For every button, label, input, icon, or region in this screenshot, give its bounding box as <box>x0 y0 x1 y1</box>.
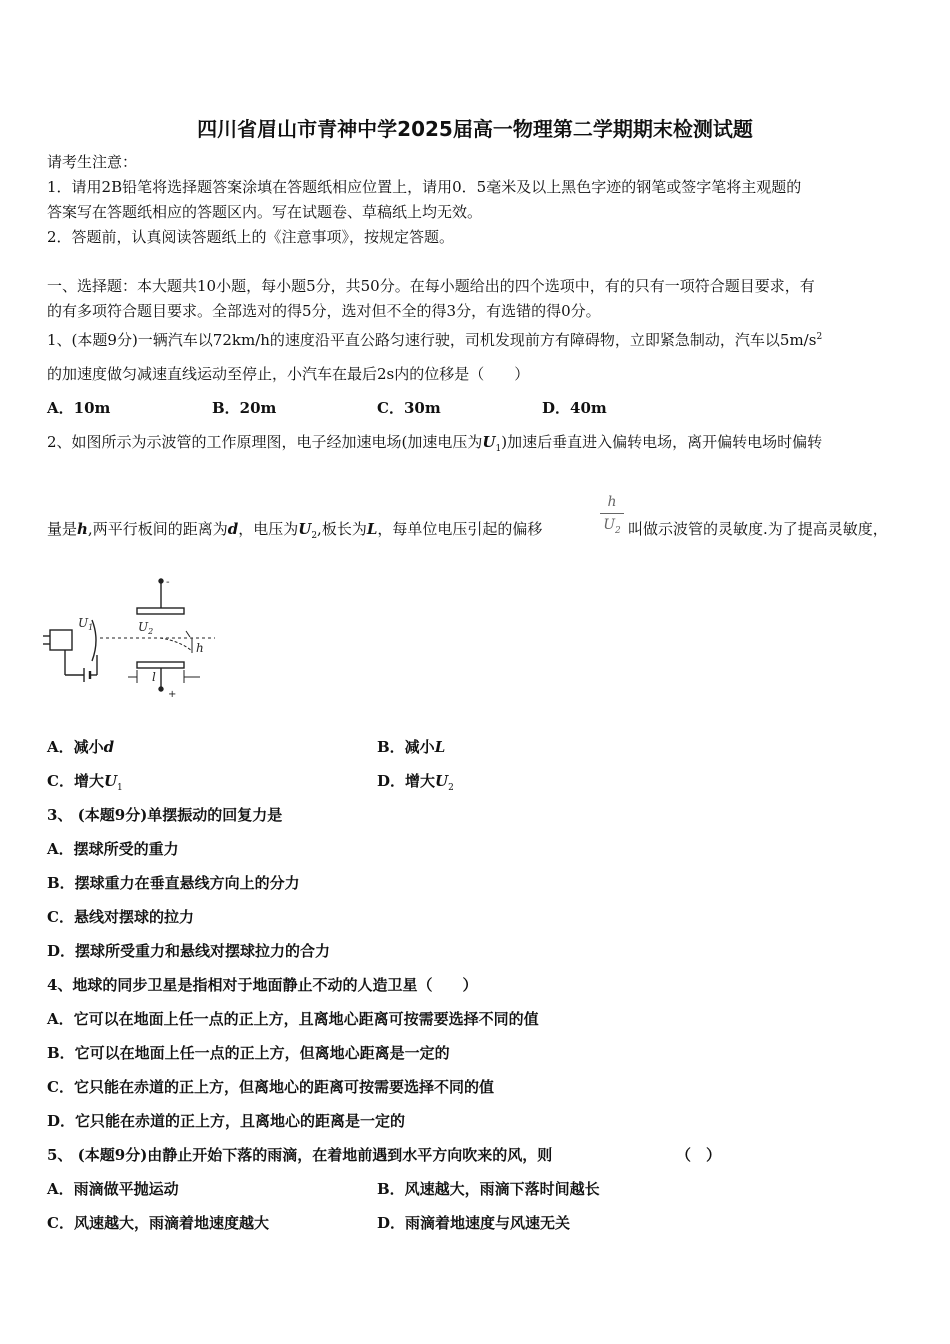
q5-option-b: B．风速越大，雨滴下落时间越长 <box>377 1180 600 1198</box>
q5-option-c: C．风速越大，雨滴着地速度越大 <box>47 1214 269 1232</box>
lower-plate <box>137 662 184 668</box>
q5-option-d: D．雨滴着地速度与风速无关 <box>377 1214 571 1232</box>
q2-stem-line-1: 2、如图所示为示波管的工作原理图，电子经加速电场(加速电压为$U_1$)加速后垂直进入偏转电场，离开偏转电场时偏转 <box>47 433 823 454</box>
q1-stem-line-1: 1、(本题9分)一辆汽车以72km/h的速度沿平直公路匀速行驶，司机发现前方有障碍物，立即紧急制动，汽车以$5m/s^2$ <box>47 331 823 349</box>
q1-stem-line-2: 的加速度做匀减速直线运动至停止，小汽车在最后2s内的位移是（ ） <box>47 365 530 383</box>
q1-option-d: D．40m <box>542 399 607 417</box>
q5-stem: 5、 (本题9分)由静止开始下落的雨滴，在着地前遇到水平方向吹来的风，则 <box>47 1146 553 1164</box>
notice-item-1-line-1: 1．请用2B铅笔将选择题答案涂填在答题纸相应位置上，请用0．5毫米及以上黑色字迹的钢笔或签字笔将主观题的 <box>47 178 802 196</box>
q4-option-c: C．它只能在赤道的正上方，但离地心的距离可按需要选择不同的值 <box>47 1078 494 1096</box>
label-h: h <box>196 641 204 655</box>
q2-option-c: C．增大$U_1$ <box>47 772 123 793</box>
q5-answer-paren: （ ） <box>676 1146 722 1164</box>
oscilloscope-diagram <box>40 575 225 700</box>
q1-option-b: B．20m <box>212 399 277 417</box>
section-instructions-line-1: 一、选择题：本大题共10小题，每小题5分，共50分。在每小题给出的四个选项中，有的只有一项符合题目要求，有 <box>47 277 815 295</box>
page-title: 四川省眉山市青神中学2025届高一物理第二学期期末检测试题 <box>197 117 753 141</box>
q4-option-d: D．它只能在赤道的正上方，且离地心的距离是一定的 <box>47 1112 406 1130</box>
q3-option-d: D．摆球所受重力和悬线对摆球拉力的合力 <box>47 942 331 960</box>
q2-stem-line-2-b: 叫做示波管的灵敏度.为了提高灵敏度， <box>628 520 888 538</box>
label-l: l <box>152 670 156 684</box>
label-u1: $U_1$ <box>78 616 94 632</box>
label-plus: + <box>168 689 177 700</box>
notice-item-1-line-2: 答案写在答题纸相应的答题区内。写在试题卷、草稿纸上均无效。 <box>47 203 483 221</box>
q5-option-a: A．雨滴做平抛运动 <box>47 1180 179 1198</box>
q4-option-a: A．它可以在地面上任一点的正上方，且离地心距离可按需要选择不同的值 <box>47 1010 539 1028</box>
notice-item-2: 2．答题前，认真阅读答题纸上的《注意事项》，按规定答题。 <box>47 228 455 246</box>
q3-stem: 3、 (本题9分)单摆振动的回复力是 <box>47 806 283 824</box>
q3-option-a: A．摆球所受的重力 <box>47 840 179 858</box>
label-u2: $U_2$ <box>138 620 154 636</box>
q2-option-a: A．减小d <box>47 738 115 756</box>
q4-stem: 4、地球的同步卫星是指相对于地面静止不动的人造卫星（ ） <box>47 976 478 994</box>
q2-option-b: B．减小L <box>377 738 446 756</box>
q4-option-b: B．它可以在地面上任一点的正上方，但离地心距离是一定的 <box>47 1044 450 1062</box>
label-minus: - <box>166 577 170 588</box>
cathode-box <box>50 630 72 650</box>
sensitivity-fraction: h $U_2$ <box>600 492 624 541</box>
notice-heading: 请考生注意： <box>47 153 138 171</box>
q2-option-d: D．增大$U_2$ <box>377 772 454 793</box>
q1-option-c: C．30m <box>377 399 441 417</box>
q2-stem-line-2-a: 量是h,两平行板间的距离为d，电压为$U_2$,板长为L，每单位电压引起的偏移 <box>47 520 543 541</box>
q1-option-a: A．10m <box>47 399 111 417</box>
upper-plate <box>137 608 184 614</box>
section-instructions-line-2: 的有多项符合题目要求。全部选对的得5分，选对但不全的得3分，有选错的得0分。 <box>47 302 601 320</box>
q3-option-b: B．摆球重力在垂直悬线方向上的分力 <box>47 874 300 892</box>
q3-option-c: C．悬线对摆球的拉力 <box>47 908 194 926</box>
